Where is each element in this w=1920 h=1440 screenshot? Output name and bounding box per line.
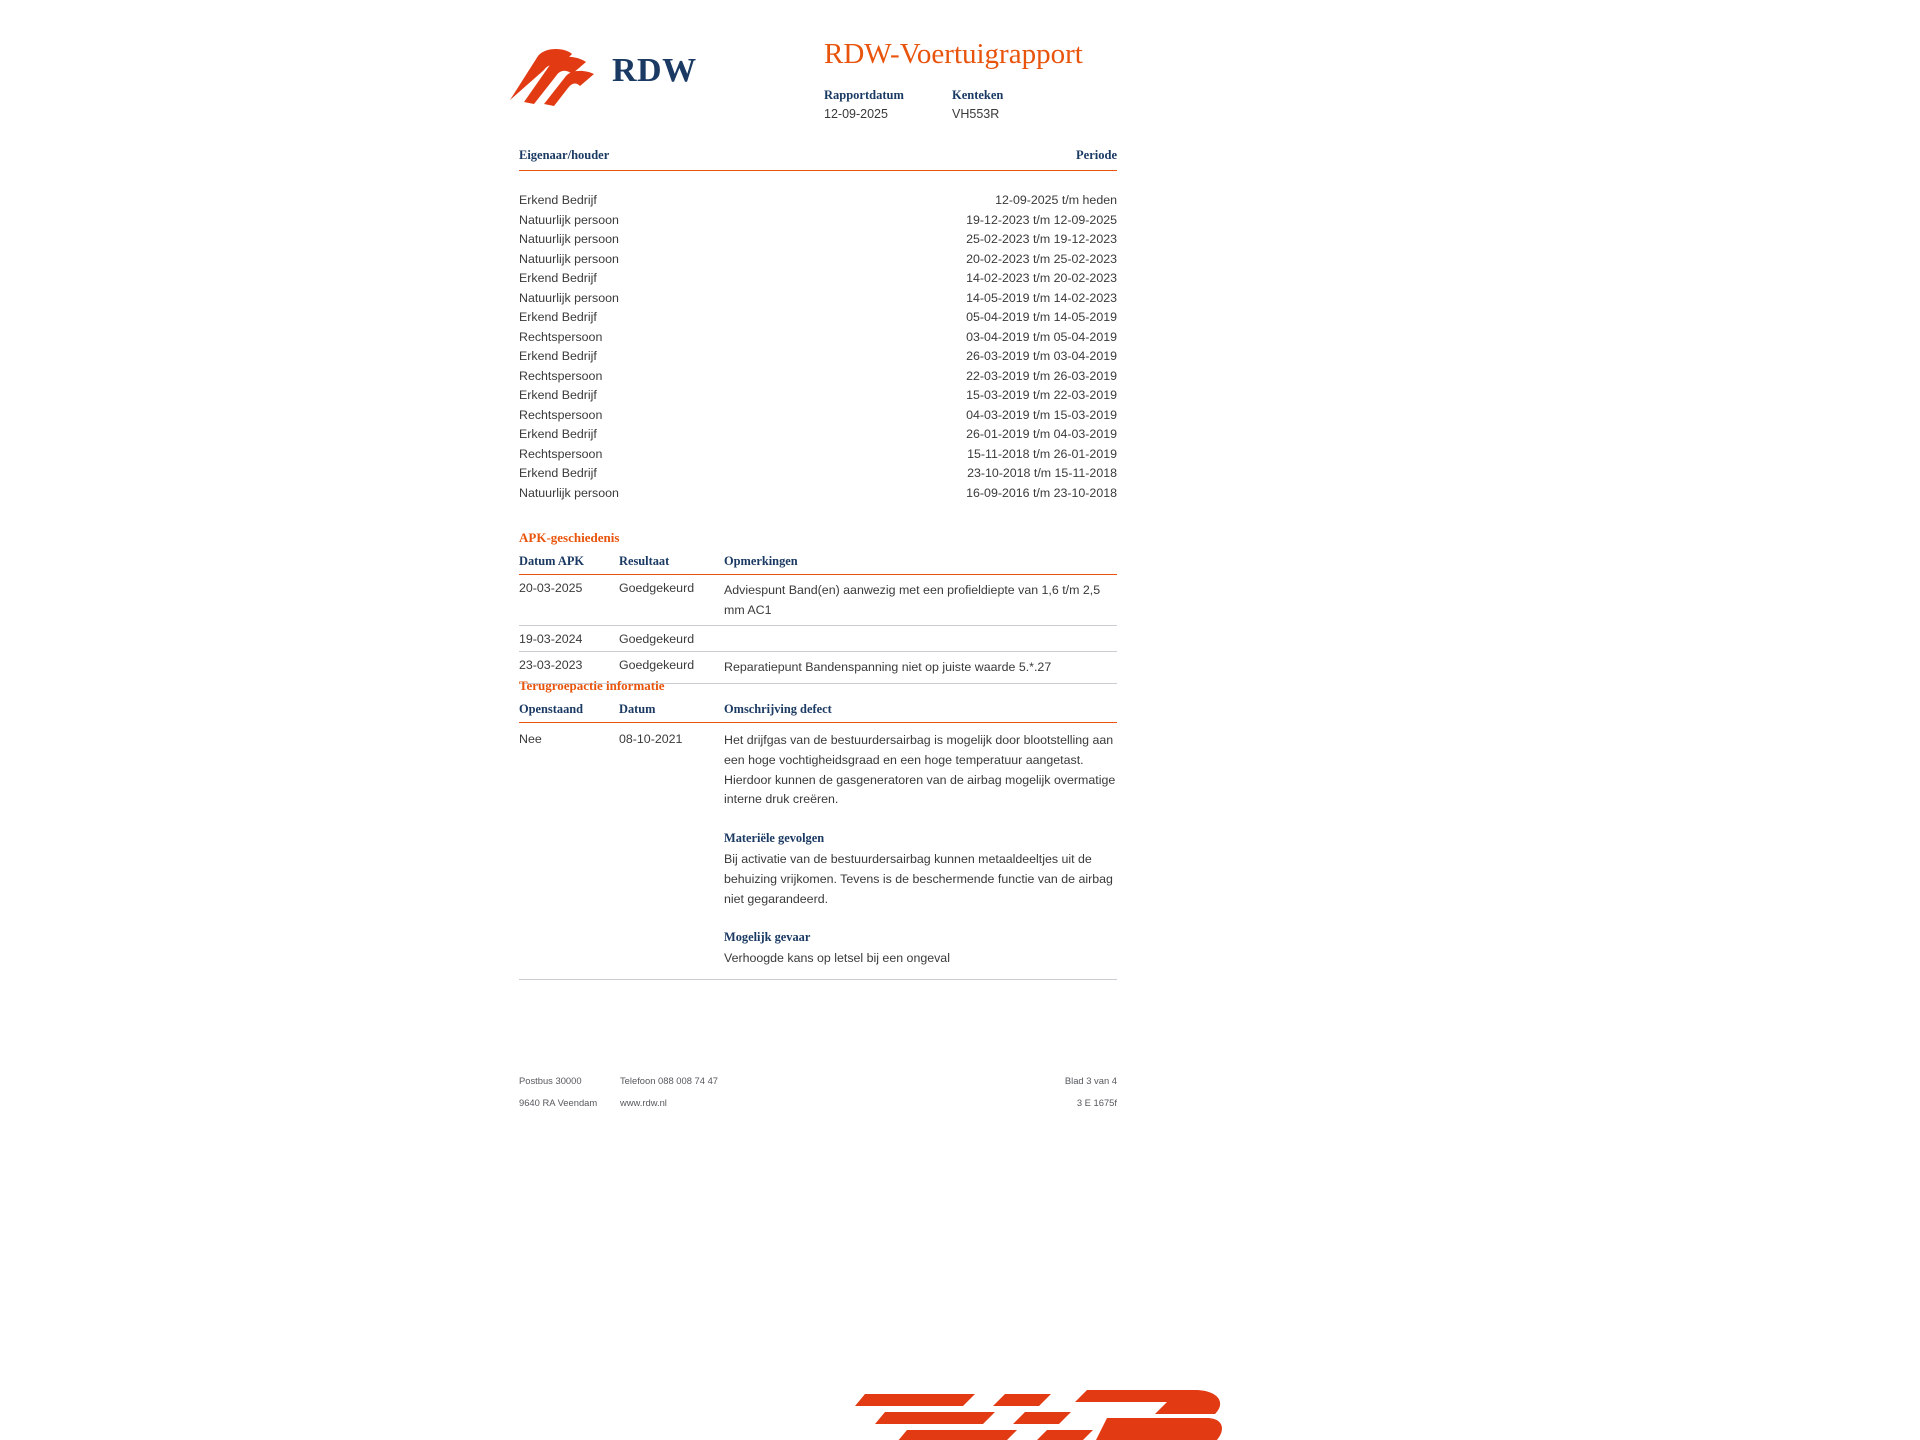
apk-resultaat: Goedgekeurd [619,581,695,595]
recall-header-openstaand: Openstaand [519,702,584,716]
recall-bottom-divider [519,979,1117,980]
recall-defect-text: Het drijfgas van de bestuurdersairbag is mogelijk door blootstelling aan een hoge vochtigheidsgraad en een hoge temperatuur aangetast. Hierdoor kunnen de gasgeneratoren van de airbag mogelijk overmatige interne druk creëren. [724,733,1116,807]
apk-opmerkingen: Reparatiepunt Bandenspanning niet op juiste waarde 5.*.27 [724,660,1052,674]
kenteken-label: Kenteken [952,88,1004,102]
owner-type: Natuurlijk persoon [519,290,619,305]
kenteken-block [952,88,1003,121]
footer-code: 3 E 1675f [1076,1097,1117,1108]
apk-resultaat: Goedgekeurd [619,632,695,646]
table-row [519,486,1117,506]
owner-period: 05-04-2019 t/m 14-05-2019 [966,310,1117,324]
apk-header-datum: Datum APK [519,554,585,568]
footer-postbus: Postbus 30000 [519,1075,582,1086]
table-row [519,408,1117,428]
owner-type: Natuurlijk persoon [519,212,619,227]
table-row [519,369,1117,389]
owner-period: 26-03-2019 t/m 03-04-2019 [966,349,1117,363]
owner-type: Erkend Bedrijf [519,271,597,285]
bottom-decorative-graphic-icon [855,1380,1255,1440]
owner-period: 20-02-2023 t/m 25-02-2023 [966,251,1117,266]
owner-period: 14-05-2019 t/m 14-02-2023 [966,290,1117,305]
table-row [519,723,1117,979]
table-row [519,388,1117,408]
table-row [519,291,1117,311]
table-row [519,626,1117,651]
apk-datum: 20-03-2025 [519,581,583,595]
recall-table-header [519,702,1117,719]
rapportdatum-block [824,88,952,121]
rdw-logo [508,30,768,110]
apk-section [519,530,1117,684]
rapportdatum-label: Rapportdatum [824,88,904,102]
apk-header-opmerkingen: Opmerkingen [724,554,798,568]
recall-title: Terugroepactie informatie [519,678,665,693]
apk-header-resultaat: Resultaat [619,554,670,568]
rdw-logo-mark-icon [508,48,598,108]
table-row [519,213,1117,233]
owner-type: Erkend Bedrijf [519,310,597,324]
apk-opmerkingen [724,632,1119,646]
table-row [519,427,1117,447]
kenteken-value: VH553R [952,107,1000,121]
rapportdatum-value: 12-09-2025 [824,107,888,121]
owner-period: 15-11-2018 t/m 26-01-2019 [967,446,1117,461]
footer-plaats: 9640 RA Veendam [519,1097,598,1108]
report-meta [824,88,1244,121]
owner-title: Eigenaar/houder [519,148,610,162]
owner-type: Natuurlijk persoon [519,232,619,246]
owner-period: 19-12-2023 t/m 12-09-2025 [966,212,1117,227]
owner-rows [519,193,1117,505]
table-row [519,232,1117,252]
report-title: RDW-Voertuigrapport [824,38,1083,70]
table-row [519,447,1117,467]
owner-period: 04-03-2019 t/m 15-03-2019 [966,407,1117,422]
apk-opmerkingen: Adviespunt Band(en) aanwezig met een profieldiepte van 1,6 t/m 2,5 mm AC1 [724,583,1101,617]
owner-type: Erkend Bedrijf [519,466,597,480]
owner-period: 16-09-2016 t/m 23-10-2018 [966,485,1117,500]
table-row [519,252,1117,272]
owner-period: 22-03-2019 t/m 26-03-2019 [966,368,1117,383]
footer-row-1 [519,1075,1117,1097]
apk-datum: 19-03-2024 [519,632,583,646]
owner-type: Rechtspersoon [519,446,603,461]
owner-period: 15-03-2019 t/m 22-03-2019 [966,388,1117,402]
owner-period: 26-01-2019 t/m 04-03-2019 [966,427,1117,441]
footer-telefoon: Telefoon 088 008 74 47 [620,1075,719,1086]
owner-type: Rechtspersoon [519,329,603,344]
apk-title: APK-geschiedenis [519,530,620,545]
owner-type: Natuurlijk persoon [519,251,619,266]
owner-period: 03-04-2019 t/m 05-04-2019 [966,329,1117,344]
table-row [519,271,1117,291]
table-row [519,193,1117,213]
owner-period: 23-10-2018 t/m 15-11-2018 [967,466,1117,480]
apk-datum: 23-03-2023 [519,658,583,672]
owner-type: Erkend Bedrijf [519,388,597,402]
recall-header-omschrijving: Omschrijving defect [724,702,832,716]
footer-website[interactable]: www.rdw.nl [620,1097,667,1108]
recall-datum-value: 08-10-2021 [619,732,683,746]
owner-section-header [519,148,1117,167]
owner-type: Erkend Bedrijf [519,193,597,207]
footer-row-2 [519,1097,1117,1119]
table-row [519,310,1117,330]
owner-period: 12-09-2025 t/m heden [995,193,1117,207]
page-footer [519,1075,1117,1119]
table-row [519,349,1117,369]
owner-period-header: Periode [1076,148,1117,162]
recall-gevaar-text: Verhoogde kans op letsel bij een ongeval [724,951,950,966]
footer-blad: Blad 3 van 4 [1064,1075,1117,1086]
owner-period: 14-02-2023 t/m 20-02-2023 [966,271,1117,285]
table-row [519,466,1117,486]
apk-table-header [519,554,1117,571]
recall-openstaand-value: Nee [519,732,542,746]
owner-period: 25-02-2023 t/m 19-12-2023 [966,232,1117,246]
table-row [519,575,1117,625]
owner-section [519,148,1117,505]
owner-type: Erkend Bedrijf [519,349,597,363]
recall-materiele-text: Bij activatie van de bestuurdersairbag kunnen metaaldeeltjes uit de behuizing vrijkomen. Tevens is de beschermende functie van de airbag niet gegarandeerd. [724,851,1113,906]
owner-type: Rechtspersoon [519,407,603,422]
recall-section [519,678,1117,980]
apk-resultaat: Goedgekeurd [619,658,695,672]
rdw-logo-text: RDW [612,52,697,89]
table-row [519,330,1117,350]
owner-type: Erkend Bedrijf [519,427,597,441]
owner-type: Natuurlijk persoon [519,485,619,500]
recall-gevaar-title: Mogelijk gevaar [724,930,811,945]
recall-header-datum: Datum [619,702,656,716]
recall-materiele-title: Materiële gevolgen [724,831,825,846]
owner-divider [519,170,1117,171]
owner-type: Rechtspersoon [519,368,603,383]
